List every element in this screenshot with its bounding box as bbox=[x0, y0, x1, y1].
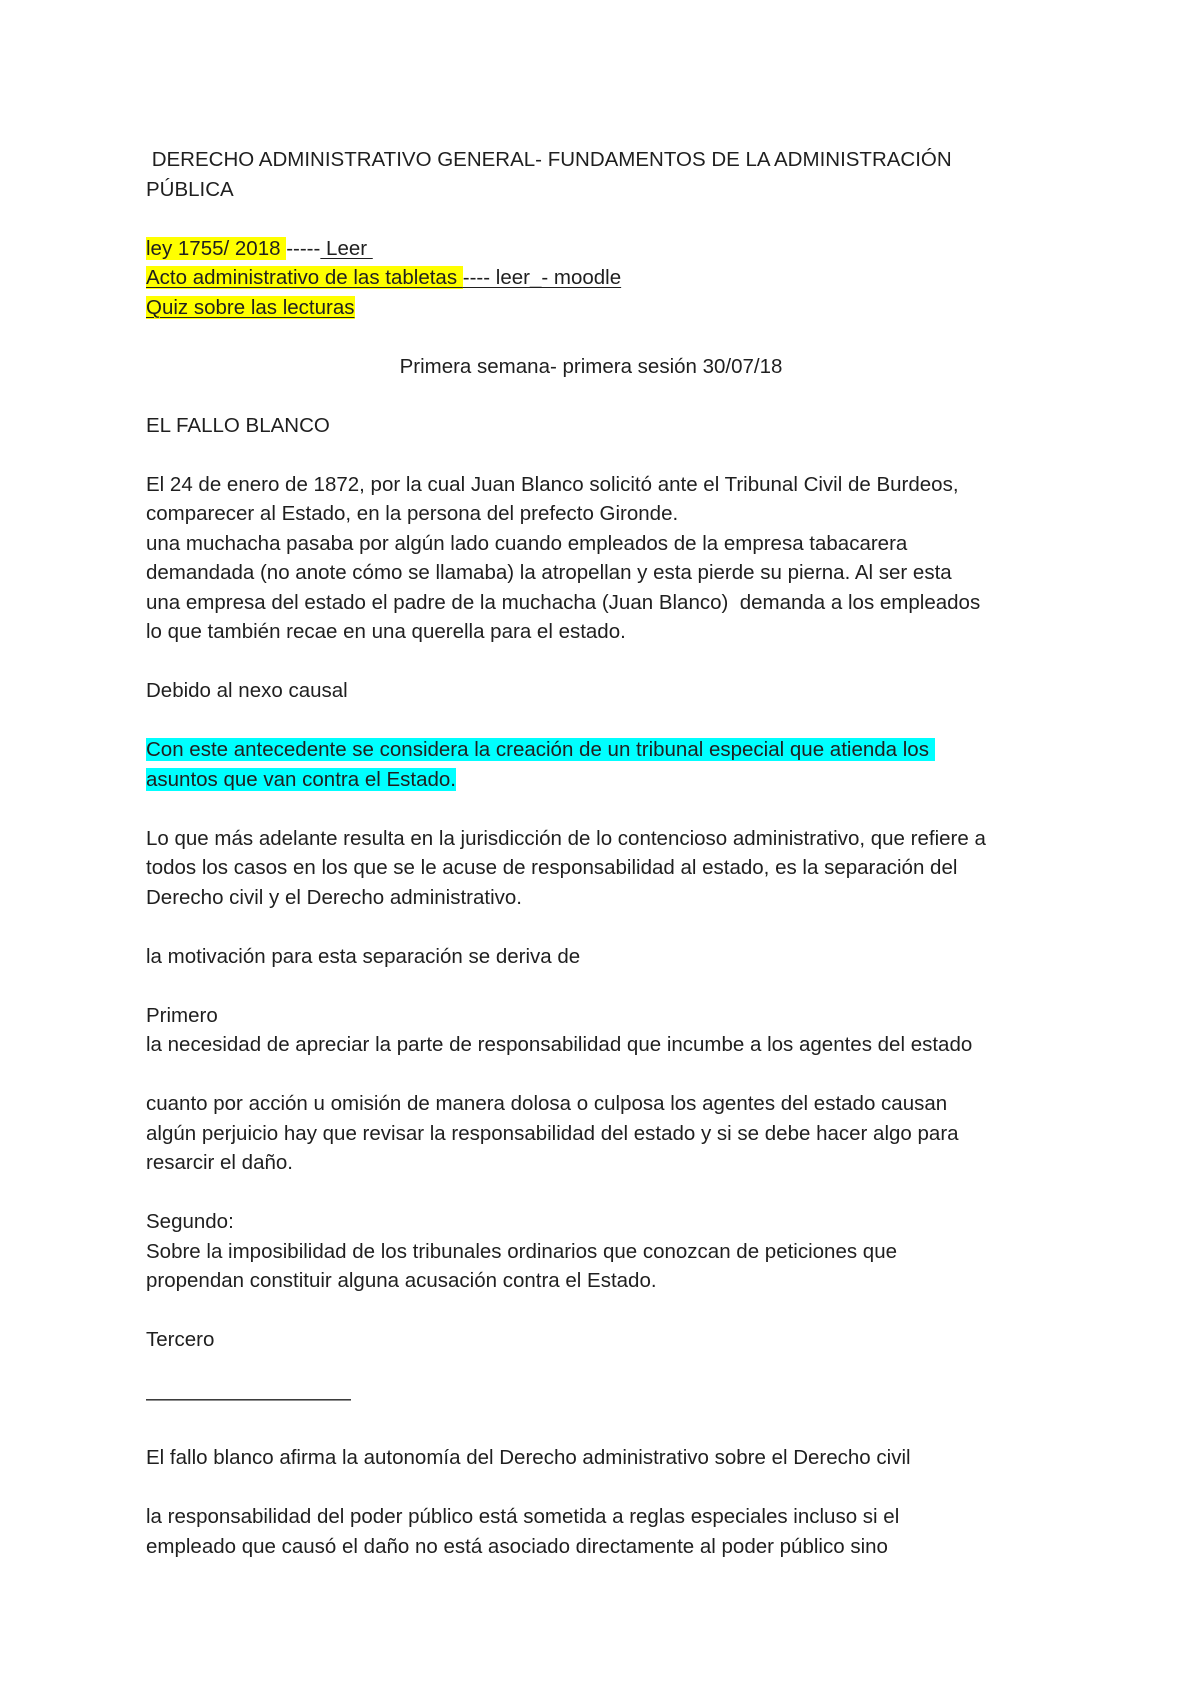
paragraph-line: Lo que más adelante resulta en la jurisdicción de lo contencioso administrativo, que refiere a bbox=[146, 826, 986, 850]
task-line-quiz bbox=[146, 293, 1076, 323]
document-title-line-2: PÚBLICA bbox=[146, 177, 234, 201]
paragraph-line: propendan constituir alguna acusación contra el Estado. bbox=[146, 1269, 657, 1292]
paragraph-responsibility bbox=[146, 1089, 1076, 1178]
session-heading: Primera semana- primera sesión 30/07/18 bbox=[399, 354, 783, 378]
spacer bbox=[146, 1296, 1076, 1326]
first-label: Primero bbox=[146, 1003, 218, 1027]
spacer bbox=[146, 971, 1076, 1001]
spacer bbox=[146, 647, 1076, 677]
paragraph-line: una muchacha pasaba por algún lado cuando empleados de la empresa tabacarera bbox=[146, 531, 908, 555]
spacer bbox=[146, 794, 1076, 824]
spacer bbox=[146, 1178, 1076, 1208]
paragraph-line: todos los casos en los que se le acuse de responsabilidad al estado, es la separación del bbox=[146, 856, 958, 879]
spacer bbox=[146, 381, 1076, 411]
read-moodle-link[interactable]: ---- leer_- moodle bbox=[462, 266, 622, 289]
third-label: Tercero bbox=[146, 1328, 215, 1351]
read-link[interactable]: Leer bbox=[320, 236, 373, 260]
motivation-line: la motivación para esta separación se deriva de bbox=[146, 944, 581, 968]
spacer bbox=[146, 1355, 1076, 1385]
document-body bbox=[146, 145, 1076, 1561]
paragraph-line bbox=[146, 765, 1076, 795]
separator-line: —————————— bbox=[146, 1387, 351, 1410]
paragraph-line: una empresa del estado el padre de la muchacha (Juan Blanco) demanda a los empleados bbox=[146, 590, 981, 614]
paragraph-case-facts bbox=[146, 470, 1076, 647]
spacer bbox=[146, 706, 1076, 736]
paragraph-line: cuanto por acción u omisión de manera dolosa o culposa los agentes del estado causan bbox=[146, 1092, 948, 1115]
highlighted-paragraph bbox=[146, 735, 1076, 794]
paragraph-line: Sobre la imposibilidad de los tribunales ordinarios que conozcan de peticiones que bbox=[146, 1239, 898, 1263]
spacer bbox=[146, 1414, 1076, 1444]
paragraph-public-power bbox=[146, 1502, 1076, 1561]
paragraph-line: la responsabilidad del poder público está sometida a reglas especiales incluso si el bbox=[146, 1505, 900, 1528]
spacer bbox=[146, 912, 1076, 942]
cyan-highlight: asuntos que van contra el Estado. bbox=[146, 767, 456, 791]
cyan-highlight: Con este antecedente se considera la creación de un tribunal especial que atienda los bbox=[146, 738, 935, 761]
paragraph-line: demandada (no anote cómo se llamaba) la atropellan y esta pierde su pierna. Al ser esta bbox=[146, 561, 952, 584]
paragraph-line bbox=[146, 735, 1076, 765]
administrative-act-link[interactable]: Acto administrativo de las tabletas bbox=[146, 266, 463, 289]
causal-link-line: Debido al nexo causal bbox=[146, 679, 348, 702]
spacer bbox=[146, 1473, 1076, 1503]
paragraph-line: resarcir el daño. bbox=[146, 1151, 293, 1174]
document-title-line-1: DERECHO ADMINISTRATIVO GENERAL- FUNDAMENTOS DE LA ADMINISTRACIÓN bbox=[146, 148, 952, 171]
spacer bbox=[146, 204, 1076, 234]
paragraph-line: empleado que causó el daño no está asociado directamente al poder público sino bbox=[146, 1534, 888, 1558]
spacer bbox=[146, 1060, 1076, 1090]
spacer bbox=[146, 440, 1076, 470]
autonomy-line: El fallo blanco afirma la autonomía del Derecho administrativo sobre el Derecho civil bbox=[146, 1446, 911, 1469]
paragraph-line: El 24 de enero de 1872, por la cual Juan Blanco solicitó ante el Tribunal Civil de Burdeos, bbox=[146, 472, 959, 496]
task-dashes: ----- bbox=[286, 236, 321, 260]
task-line-law bbox=[146, 234, 1076, 264]
paragraph-line: lo que también recae en una querella para el estado. bbox=[146, 620, 626, 643]
quiz-link[interactable]: Quiz sobre las lecturas bbox=[146, 295, 355, 319]
law-reference-highlight: ley 1755/ 2018 bbox=[146, 236, 287, 260]
first-text: la necesidad de apreciar la parte de responsabilidad que incumbe a los agentes del estado bbox=[146, 1033, 973, 1056]
section-title: EL FALLO BLANCO bbox=[146, 413, 330, 437]
second-label: Segundo: bbox=[146, 1210, 234, 1233]
paragraph-jurisdiction bbox=[146, 824, 1076, 913]
paragraph-line: algún perjuicio hay que revisar la responsabilidad del estado y si se debe hacer algo para bbox=[146, 1121, 959, 1145]
paragraph-line: comparecer al Estado, en la persona del prefecto Gironde. bbox=[146, 502, 679, 525]
task-line-act bbox=[146, 263, 1076, 293]
spacer bbox=[146, 322, 1076, 352]
paragraph-line: Derecho civil y el Derecho administrativo. bbox=[146, 885, 522, 909]
